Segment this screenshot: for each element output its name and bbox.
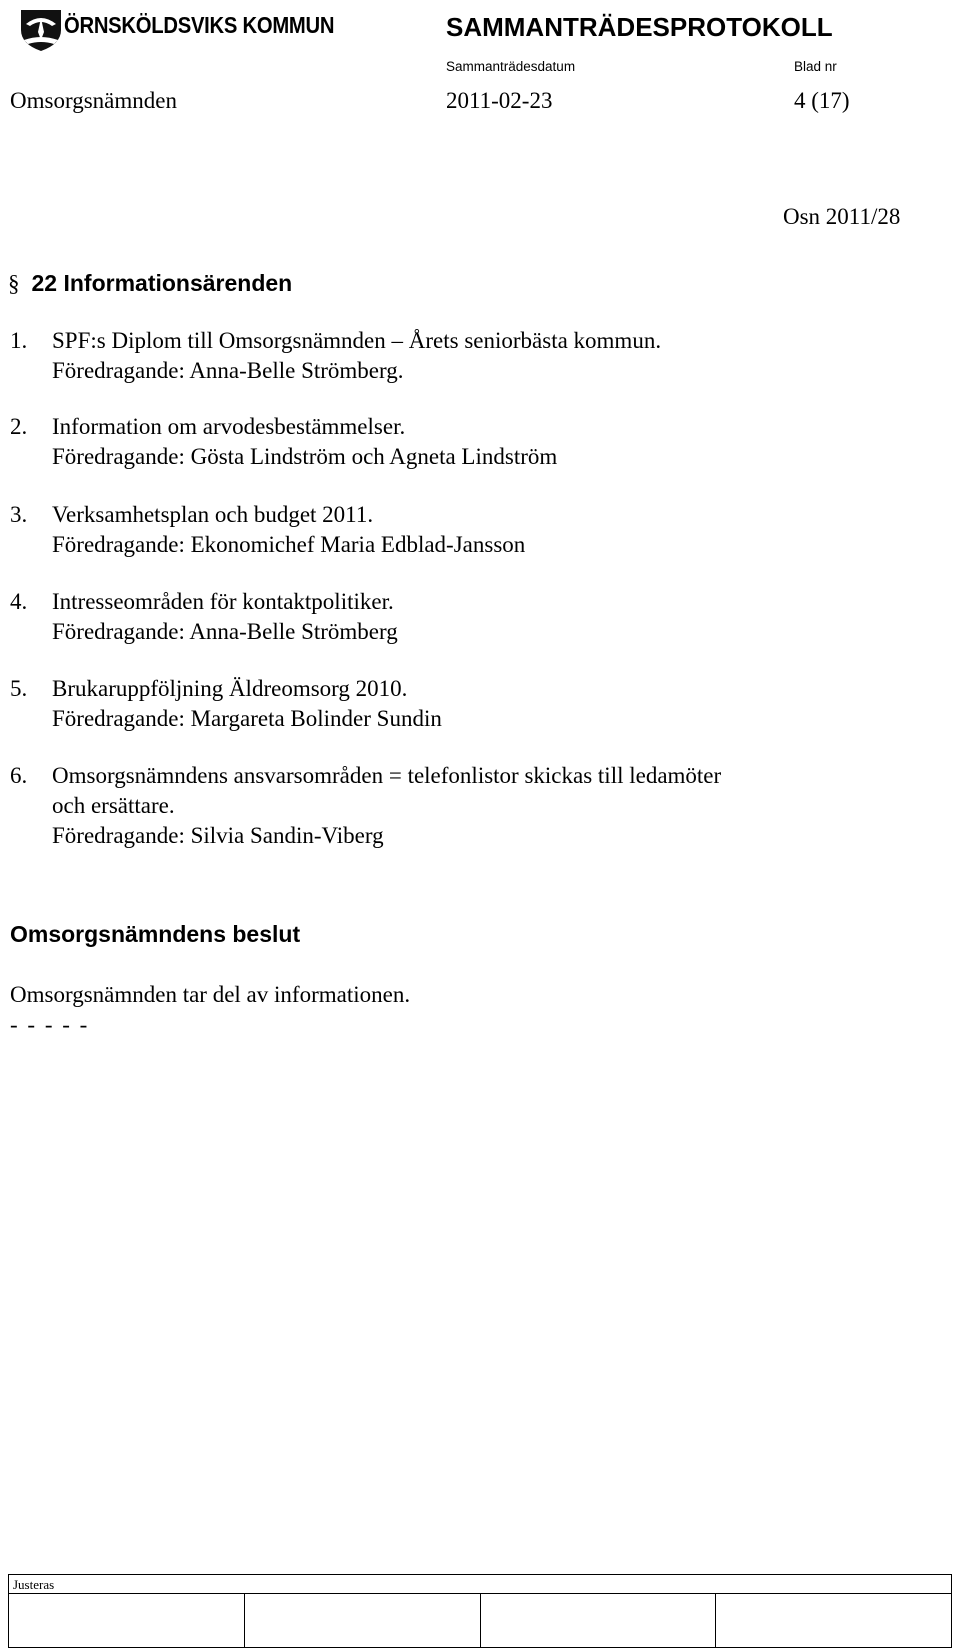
committee-name: Omsorgsnämnden <box>10 88 177 113</box>
item-line: Föredragande: Ekonomichef Maria Edblad-Jansson <box>52 532 526 557</box>
item-line: Föredragande: Anna-Belle Strömberg <box>52 619 398 644</box>
item-line: Verksamhetsplan och budget 2011. <box>52 502 374 527</box>
item-line: Intresseområden för kontaktpolitiker. <box>52 589 394 614</box>
case-id: Osn 2011/28 <box>783 204 901 229</box>
section-symbol: § <box>8 271 20 296</box>
item-number: 1. <box>10 328 28 353</box>
justeras-label: Justeras <box>13 1577 55 1592</box>
meeting-date: 2011-02-23 <box>446 88 553 113</box>
item-line: Föredragande: Silvia Sandin-Viberg <box>52 823 384 848</box>
item-line: Föredragande: Margareta Bolinder Sundin <box>52 706 442 731</box>
page-number: 4 (17) <box>794 88 850 113</box>
item-line: Omsorgsnämndens ansvarsområden = telefonlistor skickas till ledamöter <box>52 763 722 788</box>
item-line: Föredragande: Anna-Belle Strömberg. <box>52 358 404 383</box>
document-type: SAMMANTRÄDESPROTOKOLL <box>446 12 833 42</box>
justeras-table <box>8 1574 952 1648</box>
signature-cell <box>481 1594 717 1648</box>
signature-cell <box>9 1594 245 1648</box>
page-label: Blad nr <box>794 59 837 74</box>
date-label: Sammanträdesdatum <box>446 59 576 74</box>
signature-row <box>9 1593 951 1648</box>
coat-of-arms-icon <box>18 4 64 52</box>
item-number: 3. <box>10 502 28 527</box>
signature-cell <box>716 1594 951 1648</box>
item-number: 6. <box>10 763 28 788</box>
section-heading <box>8 270 292 297</box>
end-marker: - - - - - <box>10 1012 90 1037</box>
signature-cell <box>245 1594 481 1648</box>
item-line: Föredragande: Gösta Lindström och Agneta Lindström <box>52 444 558 469</box>
item-line: och ersättare. <box>52 793 175 818</box>
item-number: 4. <box>10 589 28 614</box>
decision-heading: Omsorgsnämndens beslut <box>10 921 301 947</box>
item-line: Information om arvodesbestämmelser. <box>52 414 406 439</box>
decision-text: Omsorgsnämnden tar del av informationen. <box>10 982 411 1007</box>
item-line: Brukaruppföljning Äldreomsorg 2010. <box>52 676 408 701</box>
organization-name: ÖRNSKÖLDSVIKS KOMMUN <box>64 12 335 38</box>
item-number: 5. <box>10 676 28 701</box>
section-title: 22 Informationsärenden <box>31 270 293 296</box>
item-line: SPF:s Diplom till Omsorgsnämnden – Årets seniorbästa kommun. <box>52 328 662 353</box>
item-number: 2. <box>10 414 28 439</box>
